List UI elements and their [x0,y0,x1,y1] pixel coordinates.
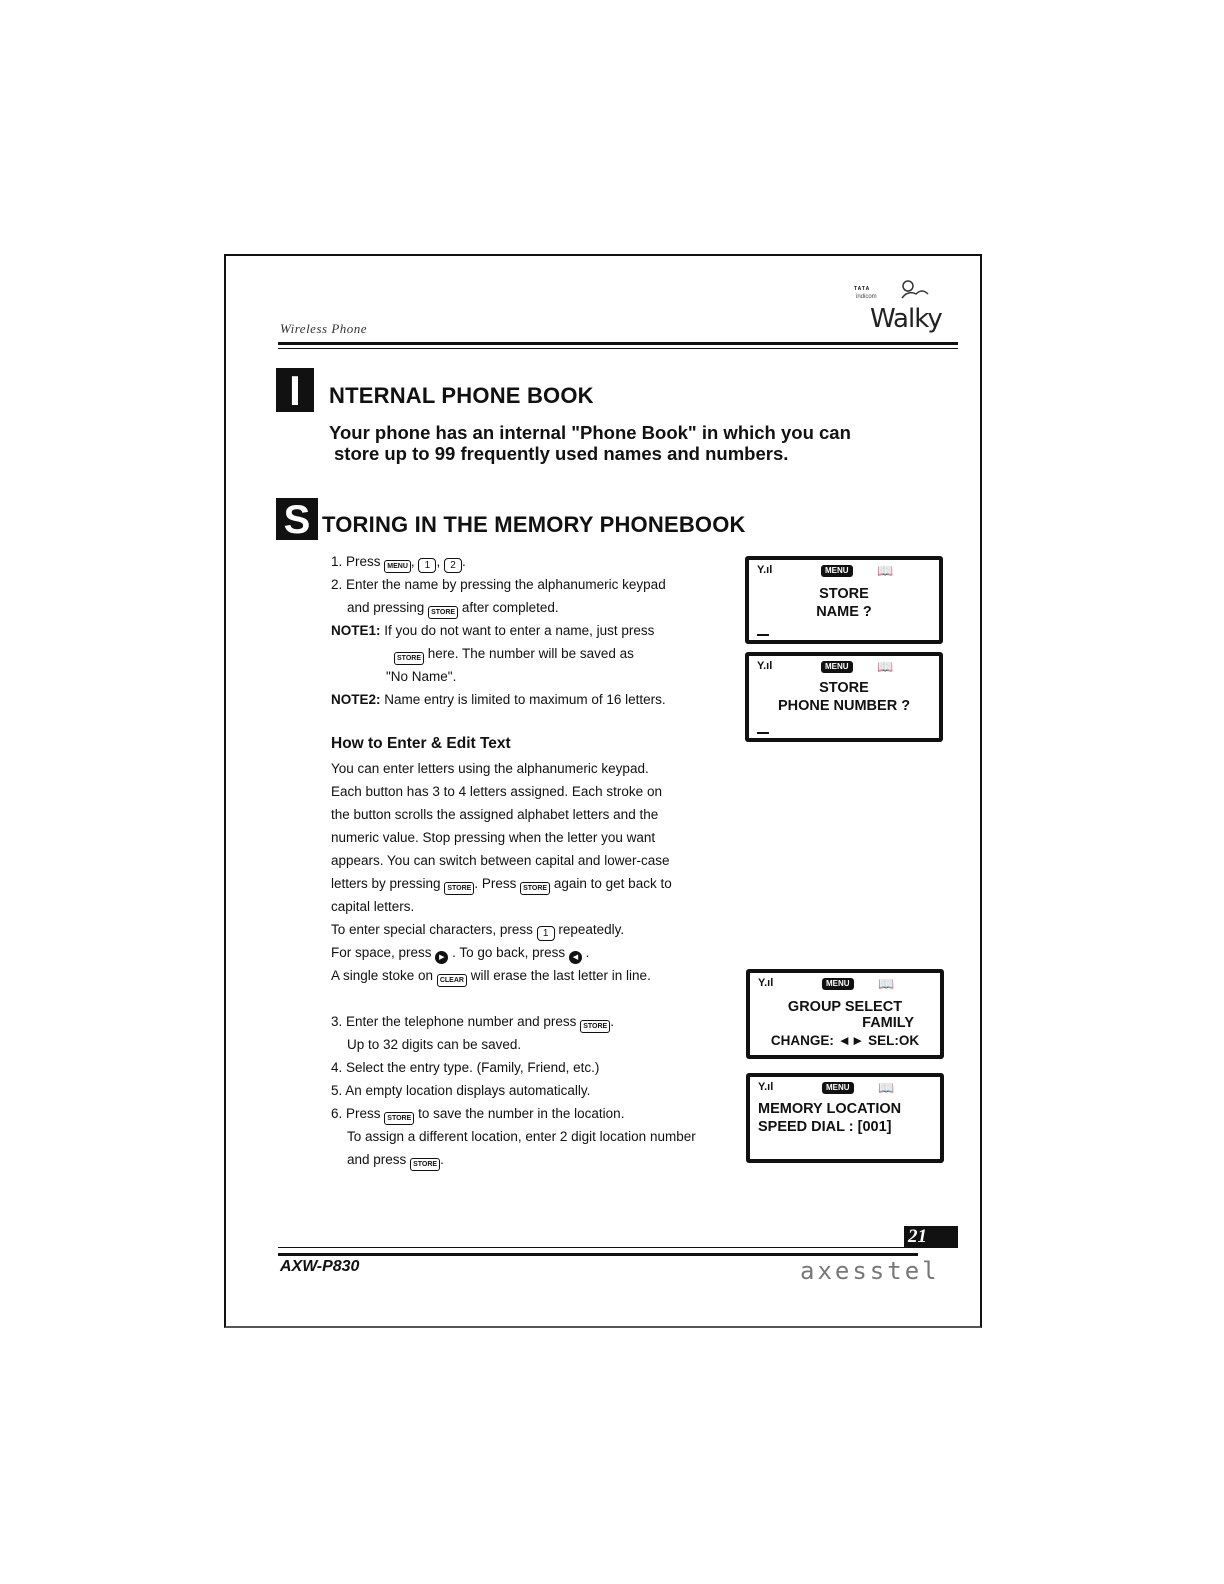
howto-line: appears. You can switch between capital and lower-case [331,853,670,868]
intro-paragraph [329,422,929,464]
lcd-screen-group-select [746,969,944,1059]
intro-line: Your phone has an internal "Phone Book" in which you can [329,422,851,443]
lcd-cursor [757,634,769,636]
lcd-line: NAME ? [816,604,872,620]
lcd-screen-store-name [745,556,943,644]
signal-strength-icon: Y.ıl [757,660,773,672]
store-key-icon: STORE [444,882,474,895]
step-3-line2: Up to 32 digits can be saved. [347,1037,522,1052]
key-1-icon: 1 [418,558,436,573]
phonebook-icon: 📖 [878,976,895,991]
step-6-line3: and press STORE . [347,1148,444,1171]
howto-line: Each button has 3 to 4 letters assigned. Each stroke on [331,784,662,799]
menu-indicator-icon: MENU [822,978,854,990]
lcd-status-bar [758,977,928,991]
menu-indicator-icon: MENU [821,661,853,673]
store-key-icon: STORE [394,652,424,665]
lcd-line: SPEED DIAL : [001] [758,1119,892,1135]
howto-line: numeric value. Stop pressing when the letter you want [331,830,656,845]
lcd-line: CHANGE: ◄► SEL:OK [770,1033,920,1048]
signal-strength-icon: Y.ıl [758,977,774,989]
step-6-line2: To assign a different location, enter 2 digit location number [347,1129,696,1144]
lcd-line: MEMORY LOCATION [758,1101,902,1117]
menu-indicator-icon: MENU [822,1082,854,1094]
howto-line: A single stoke on CLEAR will erase the last letter in line. [331,964,651,987]
lcd-screen-memory-location [746,1073,944,1163]
step-2-line1: 2. Enter the name by pressing the alphanumeric keypad [331,577,666,592]
lcd-status-bar [757,564,927,578]
drop-cap-i: I [276,368,314,412]
logo-sub-text: indicom [856,294,877,300]
note-1-line3: "No Name". [386,669,457,684]
key-1-icon: 1 [537,926,555,941]
step-3: 3. Enter the telephone number and press STORE . [331,1010,614,1033]
step-4: 4. Select the entry type. (Family, Friend, etc.) [331,1060,600,1075]
section-heading-storing: TORING IN THE MEMORY PHONEBOOK [322,512,746,537]
subheading-how-to-enter: How to Enter & Edit Text [331,735,511,752]
step-2-line2: and pressing STORE after completed. [347,596,559,619]
phonebook-icon: 📖 [877,563,894,578]
lcd-status-bar [757,660,927,674]
footer-rule-thin [278,1247,918,1248]
howto-line: letters by pressing STORE . Press STORE again to get back to [331,872,672,895]
header-rule-thin [278,348,958,349]
clear-key-icon: CLEAR [437,974,467,987]
logo-wordmark: Walky [870,304,942,334]
left-nav-key-icon: ◀ [569,951,582,964]
running-header: Wireless Phone [280,321,368,336]
lcd-line: GROUP SELECT [787,999,903,1015]
note-1-line2: STORE here. The number will be saved as [394,642,634,665]
howto-line: To enter special characters, press 1 repeatedly. [331,922,625,939]
brand-logo: axesstel [800,1257,940,1285]
step-5: 5. An empty location displays automatically. [331,1083,591,1098]
lcd-status-bar [758,1081,928,1095]
menu-indicator-icon: MENU [821,565,853,577]
logo-figure-icon [898,276,938,304]
signal-strength-icon: Y.ıl [758,1081,774,1093]
store-key-icon: STORE [428,606,458,619]
lcd-cursor [757,732,769,734]
store-key-icon: STORE [384,1112,414,1125]
footer-rule [278,1253,918,1256]
howto-line: capital letters. [331,899,415,914]
header-rule [278,342,958,345]
store-key-icon: STORE [580,1020,610,1033]
menu-key-icon: MENU [384,560,411,573]
step-6: 6. Press STORE to save the number in the location. [331,1102,624,1125]
note-2: NOTE2: Name entry is limited to maximum of 16 letters. [331,692,666,707]
howto-line: For space, press ▶ . To go back, press ◀ . [331,941,589,964]
key-2-icon: 2 [444,558,462,573]
model-number: AXW-P830 [280,1258,360,1275]
lcd-line: PHONE NUMBER ? [777,698,911,714]
note-1-line1: NOTE1: If you do not want to enter a name, just press [331,623,655,638]
store-key-icon: STORE [520,882,550,895]
lcd-line: FAMILY [862,1015,914,1031]
howto-line: You can enter letters using the alphanumeric keypad. [331,761,649,776]
right-nav-key-icon: ▶ [435,951,448,964]
step-1: 1. Press MENU , 1 , 2 . [331,554,466,571]
section-heading-internal-phone-book: NTERNAL PHONE BOOK [329,383,594,408]
store-key-icon: STORE [410,1158,440,1171]
howto-line: the button scrolls the assigned alphabet letters and the [331,807,659,822]
signal-strength-icon: Y.ıl [757,564,773,576]
lcd-line: STORE [819,680,869,696]
walky-logo [840,276,950,340]
lcd-screen-store-phone-number [745,652,943,742]
page-number: 21 [904,1226,958,1248]
phonebook-icon: 📖 [877,659,894,674]
lcd-line: STORE [819,586,869,602]
drop-cap-s: S [276,498,318,540]
intro-line: store up to 99 frequently used names and numbers. [334,443,789,464]
phonebook-icon: 📖 [878,1080,895,1095]
logo-tata-text: TATA [854,286,871,292]
